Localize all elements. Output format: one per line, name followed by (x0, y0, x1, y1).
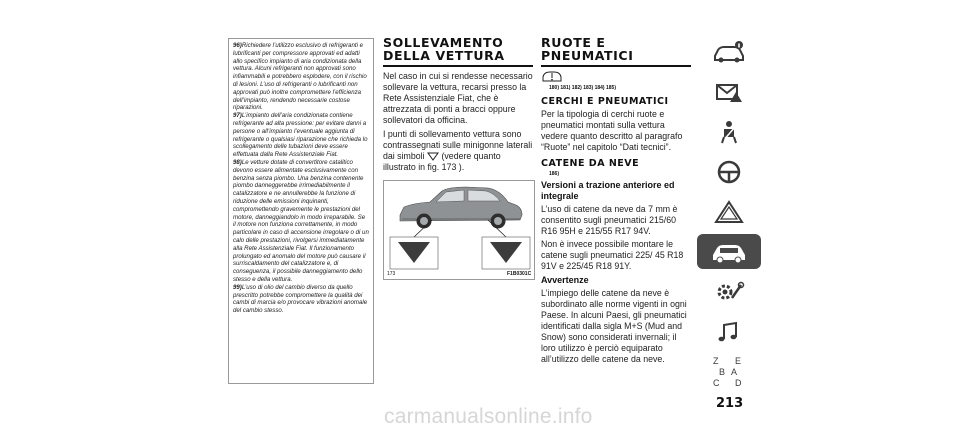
warnings-text: L’impiego delle catene da neve è subordinato alle norme vigenti in ogni Paese. In alcuni Paesi, gli pneumatici identificati dalla sigla M+S (Mud and Snow) sono considerati invernali; il loro utilizzo è perciò equiparato all’utilizzo delle catene da neve. (541, 287, 687, 364)
note-97: 97)L’impianto dell’aria condizionata contiene refrigerante ad alta pressione: per evitare danni a persone o all’impianto l’eventuale aggiunta di refrigerante o qualsiasi riparazione che richieda lo scollegamento delle tubazioni deve essere effettuata dalla Rete Assistenziale Fiat. (233, 112, 368, 159)
note-96: 96)Richiedere l’utilizzo esclusivo di refrigeranti e lubrificanti per compressore approvati ed adatti allo specifico impianto di aria condizionata della vettura. Alcuni refrigeranti non approvati sono infiammabili e potrebbero esplodere, con il rischio di lesioni. L’uso di refrigeranti o lubrificanti non approvati può inoltre compromettere l’efficienza dell’impianto, rendendo necessarie costose riparazioni. (233, 42, 367, 112)
versions-text-1: L’uso di catene da neve da 7 mm è consentito sugli pneumatici 215/60 R16 95H e 215/55 R17 94V. (541, 203, 678, 236)
gear-wrench-icon (712, 280, 746, 304)
lift-paragraph-1: Nel caso in cui si rendesse necessario sollevare la vettura, recarsi presso la Rete Assistenziale Fiat, che è attrezzata di ponti a bracci oppure sollevatori da officina. (383, 70, 533, 125)
wheels-tyres-heading: CERCHI E PNEUMATICI (541, 95, 669, 107)
chapter-sidebar (697, 34, 761, 394)
tyres-title-rule (541, 65, 691, 67)
music-note-icon (712, 320, 746, 344)
tab-emergency[interactable] (697, 194, 761, 229)
warning-triangle-icon (712, 200, 746, 224)
index-letter-d: D (735, 377, 742, 388)
tyres-refs: 180) 181) 182) 183) 184) 185) (549, 84, 616, 91)
figure-number: 173 (387, 271, 396, 277)
alphabet-index-icon (709, 355, 749, 389)
warnings-heading: Avvertenze (541, 274, 589, 285)
car-lift-points-illustration (384, 181, 534, 279)
figure-173 (383, 180, 535, 280)
figure-code: F1B0301C (507, 271, 532, 277)
wheels-tyres-text: Per la tipologia di cerchi ruote e pneumatici montati sulla vettura vedere quanto descritto al paragrafo “Ruote” nel capitolo “Dati tecnici”. (541, 108, 683, 152)
tab-technical-data[interactable] (697, 274, 761, 309)
tyre-pressure-icon (541, 70, 563, 82)
section-tyres (541, 36, 691, 365)
versions-heading: Versioni a trazione anteriore ed integrale (541, 179, 675, 201)
lift-point-symbol-icon (427, 152, 439, 161)
section-lifting (383, 36, 533, 173)
versions-text-2: Non è invece possibile montare le catene sugli pneumatici 225/ 45 R18 91V e 225/45 R18 91Y. (541, 238, 684, 271)
lift-title-line2: DELLA VETTURA (383, 48, 505, 63)
seatbelt-icon (712, 120, 746, 144)
index-letter-e: E (735, 355, 742, 366)
car-side-view (400, 187, 522, 229)
lift-paragraph-2: I punti di sollevamento vettura sono contrassegnati sulle minigonne laterali dai simboli (vedere quanto illustrato in fig. 173 ). (383, 128, 533, 172)
tab-starting-driving[interactable] (697, 154, 761, 189)
car-service-icon (709, 239, 749, 265)
page-number: 213 (716, 396, 744, 411)
index-letter-z: Z (713, 355, 719, 366)
watermark: carmanualsonline.info (384, 405, 593, 428)
tab-safety[interactable] (697, 114, 761, 149)
tyre-pressure-row (541, 70, 691, 82)
tab-maintenance[interactable] (697, 234, 761, 269)
steering-wheel-icon (712, 160, 746, 184)
snow-chains-heading: CATENE DA NEVE (541, 157, 640, 169)
tab-car-info[interactable] (697, 34, 761, 69)
index-letter-c: C (713, 377, 720, 388)
tyres-title-line2: PNEUMATICI (541, 48, 634, 63)
lift-symbol-front (390, 237, 438, 269)
note-98: 98)Le vetture dotate di convertitore catalitico devono essere alimentate esclusivamente con benzina senza piombo. Una benzina contenente piombo danneggerebbe irrimediabilmente il catalizzatore e ne annullerebbe la funzione di riduzione delle emissioni inquinanti, compromettendo gravemente le prestazioni del motore, danneggiandolo in modo irreparabile. Se il motore non funziona correttamente, in modo particolare in caso di accensione irregolare o di un calo delle prestazioni, rivolgersi immediatamente alla Rete Assistenziale Fiat. Il funzionamento prolungato ed anomalo del motore può causare il surriscaldamento del catalizzatore e, di conseguenza, il possibile danneggiamento dello stesso e della vettura. (233, 158, 369, 283)
tab-index[interactable] (697, 354, 761, 389)
lift-title-rule (383, 65, 533, 67)
tab-dashboard[interactable] (697, 74, 761, 109)
index-letter-a: A (731, 366, 738, 377)
note-99: 99)L’uso di olio del cambio diverso da quello prescritto potrebbe compromettere la qualità dei cambi di marcia e/o provocare vibrazioni anomale del cambio stesso. (233, 283, 368, 315)
index-letter-b: B (719, 366, 726, 377)
snow-chains-ref: 186) (549, 170, 560, 177)
lift-title-line1: SOLLEVAMENTO (383, 35, 504, 50)
tyres-title-line1: RUOTE E (541, 35, 606, 50)
notes-box (228, 38, 374, 384)
tab-multimedia[interactable] (697, 314, 761, 349)
lift-symbol-rear (482, 237, 530, 269)
car-info-icon (712, 40, 746, 64)
envelope-warning-icon (712, 80, 746, 104)
